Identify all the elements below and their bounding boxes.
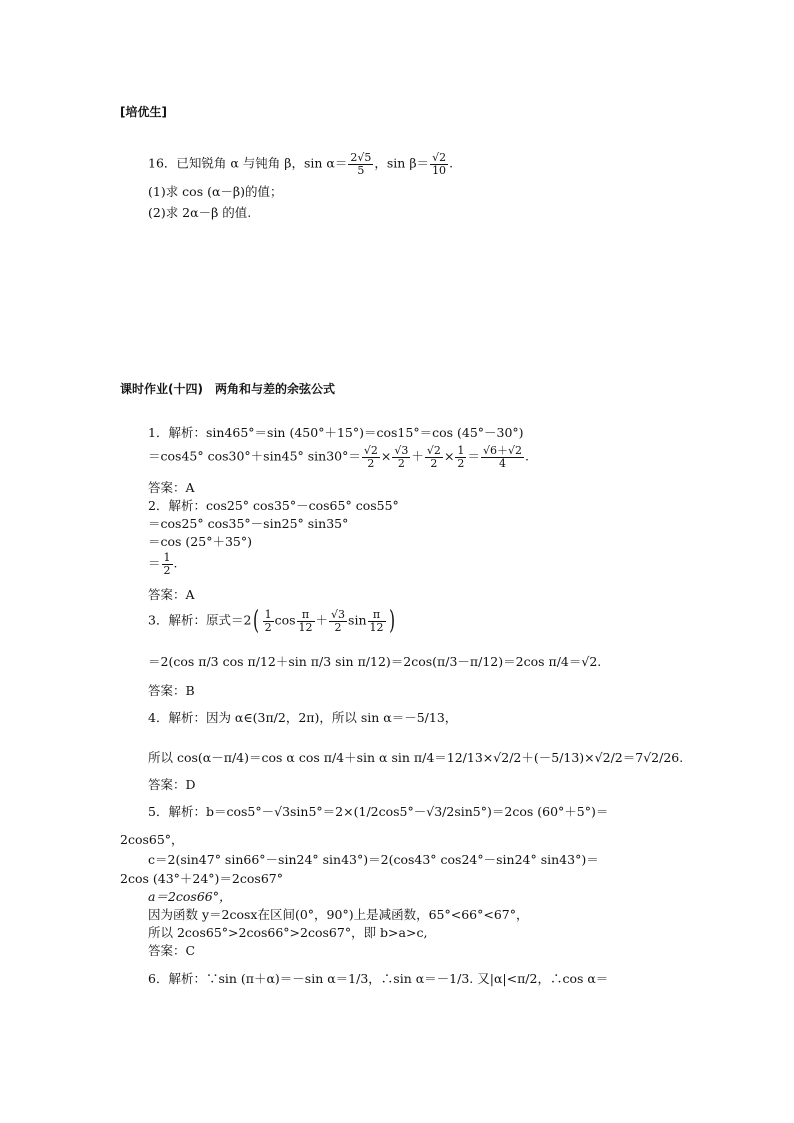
question-16-line1: 16．已知锐角 α 与钝角 β，sin α＝ $\frac{2√5}{5}$ ，sin β＝ $\frac{√2}{10}$ . bbox=[148, 151, 454, 177]
s4-line2: 所以 cos(α－π/4)＝cos α cos π/4＋sin α sin π/4＝12/13×√2/2＋(－5/13)×√2/2＝7√2/26. bbox=[148, 750, 684, 765]
question-16-part1: (1)求 cos (α－β)的值； bbox=[148, 184, 283, 199]
s5-line7: 所以 2cos65°>2cos66°>2cos67°，即 b>a>c, bbox=[148, 925, 428, 940]
s5-line1: 5．解析：b＝cos5°－√3sin5°＝2×(1/2cos5°－√3/2sin5°)＝2cos (60°＋5°)＝ bbox=[148, 804, 609, 819]
s5-line3: c＝2(sin47° sin66°－sin24° sin43°)＝2(cos43° cos24°－sin24° sin43°)＝ bbox=[148, 852, 599, 867]
s6-line1: 6．解析：∵sin (π＋α)＝－sin α＝1/3，∴sin α＝－1/3. 又|α|<π/2，∴cos α＝ bbox=[148, 971, 609, 986]
q16-text-b: ，sin β＝ bbox=[374, 155, 430, 171]
s2-line4: ＝ $\frac{1}{2}$ . bbox=[148, 551, 178, 577]
question-16-part2: (2)求 2α－β 的值. bbox=[148, 205, 252, 220]
s5-line4: 2cos (43°＋24°)＝2cos67° bbox=[120, 871, 283, 886]
q16-frac-sin-a: $\frac{2√5}{5}$ bbox=[350, 151, 372, 177]
s3-line2: ＝2(cos π/3 cos π/12＋sin π/3 sin π/12)＝2cos(π/3－π/12)＝2cos π/4＝√2. bbox=[148, 654, 602, 669]
s1-line2: ＝cos45° cos30°＋sin45° sin30°＝ $\frac{√2}{2}$ × $\frac{√3}{2}$ ＋ $\frac{√2}{2}$ × $\frac{1}{2}$ ＝ $\frac{√6+√2}{4}$ . bbox=[148, 444, 529, 470]
s5-line2: 2cos65°， bbox=[120, 832, 184, 847]
s2-answer: 答案：A bbox=[148, 587, 195, 602]
s3-answer: 答案：B bbox=[148, 683, 195, 698]
q16-text-a: 16．已知锐角 α 与钝角 β，sin α＝ bbox=[148, 155, 348, 171]
s5-line6: 因为函数 y＝2cosx在区间(0°，90°)上是减函数，65°<66°<67°， bbox=[148, 907, 529, 922]
s5-line5: a＝2cos66°， bbox=[148, 889, 232, 904]
q16-frac-sin-b: $\frac{√2}{10}$ bbox=[432, 151, 447, 177]
s4-line1: 4．解析：因为 α∈(3π/2，2π)，所以 sin α＝－5/13， bbox=[148, 710, 458, 725]
s3-line1: 3．解析：原式＝2( $\frac{1}{2}$ cos $\frac{\pi}{12}$ ＋ $\frac{√3}{2}$ sin $\frac{\pi}{12}$ ) bbox=[148, 606, 395, 636]
s4-answer: 答案：D bbox=[148, 777, 196, 792]
s2-line2: ＝cos25° cos35°－sin25° sin35° bbox=[148, 516, 349, 531]
s2-line1: 2．解析：cos25° cos35°－cos65° cos55° bbox=[148, 498, 399, 513]
s5-answer: 答案：C bbox=[148, 943, 196, 958]
section-label: [培优生] bbox=[120, 105, 167, 119]
s1-answer: 答案：A bbox=[148, 480, 195, 495]
section-heading: 课时作业(十四) 两角和与差的余弦公式 bbox=[120, 382, 335, 396]
s1-line1: 1．解析：sin465°＝sin (450°＋15°)＝cos15°＝cos (45°－30°) bbox=[148, 425, 524, 440]
s2-line3: ＝cos (25°＋35°) bbox=[148, 534, 252, 549]
